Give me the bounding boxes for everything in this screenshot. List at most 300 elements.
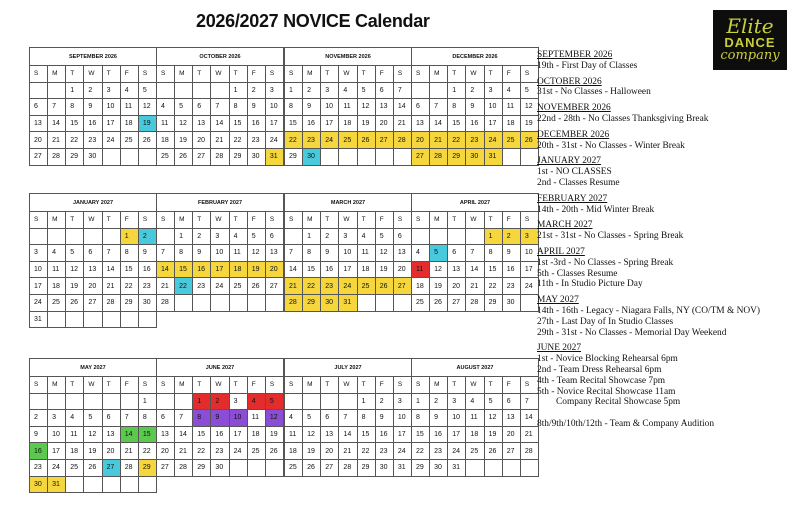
day-cell: 17: [229, 426, 247, 443]
weekday-label: F: [375, 377, 393, 394]
day-cell: 16: [303, 115, 321, 132]
day-cell: 18: [66, 443, 84, 460]
day-cell: 28: [285, 294, 303, 311]
day-cell: 17: [484, 115, 502, 132]
weekday-label: T: [193, 212, 211, 229]
day-cell: 23: [303, 132, 321, 149]
day-cell: [211, 82, 229, 99]
day-cell: 8: [357, 410, 375, 427]
event-month-header: FEBRUARY 2027: [537, 193, 608, 204]
day-cell: 12: [138, 99, 156, 116]
day-cell: [520, 148, 538, 165]
month-calendar: [411, 193, 539, 312]
day-cell: [321, 148, 339, 165]
day-cell: 13: [84, 261, 102, 278]
day-cell: 9: [211, 410, 229, 427]
day-cell: [321, 393, 339, 410]
weekday-label: S: [30, 66, 48, 83]
event-line: 1st - NO CLASSES: [537, 167, 612, 178]
day-cell: 14: [520, 410, 538, 427]
day-cell: 28: [102, 294, 120, 311]
day-cell: 2: [247, 82, 265, 99]
day-cell: 18: [466, 426, 484, 443]
day-cell: 13: [157, 426, 175, 443]
month-title: DECEMBER 2026: [411, 47, 539, 65]
day-cell: 16: [430, 426, 448, 443]
day-cell: 27: [265, 278, 283, 295]
day-cell: 15: [357, 426, 375, 443]
day-cell: [84, 476, 102, 493]
day-cell: 5: [138, 82, 156, 99]
day-cell: 19: [303, 443, 321, 460]
day-cell: 3: [229, 393, 247, 410]
weekday-label: T: [229, 377, 247, 394]
day-cell: 8: [303, 245, 321, 262]
day-cell: 12: [265, 410, 283, 427]
day-cell: 11: [120, 99, 138, 116]
day-cell: [430, 228, 448, 245]
weekday-label: W: [211, 66, 229, 83]
day-cell: 15: [448, 115, 466, 132]
day-cell: 1: [175, 228, 193, 245]
day-cell: 22: [285, 132, 303, 149]
day-cell: 15: [285, 115, 303, 132]
weekday-label: S: [520, 212, 538, 229]
day-cell: 27: [412, 148, 430, 165]
day-cell: [102, 393, 120, 410]
day-cell: 19: [357, 115, 375, 132]
weekday-label: T: [357, 66, 375, 83]
day-cell: 17: [48, 443, 66, 460]
day-cell: 23: [211, 443, 229, 460]
day-cell: 21: [48, 132, 66, 149]
day-cell: 20: [448, 278, 466, 295]
day-cell: 21: [466, 278, 484, 295]
day-cell: 2: [211, 393, 229, 410]
day-cell: 6: [321, 410, 339, 427]
day-cell: [102, 311, 120, 328]
day-cell: 16: [466, 115, 484, 132]
weekday-label: F: [247, 66, 265, 83]
weekday-label: M: [303, 66, 321, 83]
day-cell: 14: [339, 426, 357, 443]
day-cell: 28: [48, 148, 66, 165]
day-cell: 17: [321, 115, 339, 132]
day-cell: 8: [120, 245, 138, 262]
day-cell: [393, 294, 411, 311]
day-cell: 20: [265, 261, 283, 278]
day-cell: 3: [30, 245, 48, 262]
day-cell: 9: [138, 245, 156, 262]
day-cell: 3: [484, 82, 502, 99]
day-cell: 24: [229, 443, 247, 460]
day-cell: 29: [66, 148, 84, 165]
day-cell: 13: [30, 115, 48, 132]
day-cell: 21: [285, 278, 303, 295]
day-cell: 9: [321, 245, 339, 262]
day-cell: [229, 459, 247, 476]
event-line: [537, 408, 799, 419]
day-cell: [157, 393, 175, 410]
day-cell: [357, 148, 375, 165]
day-cell: [375, 148, 393, 165]
day-cell: 9: [430, 410, 448, 427]
day-cell: 13: [102, 426, 120, 443]
day-cell: [48, 82, 66, 99]
day-cell: 10: [229, 410, 247, 427]
day-cell: [66, 476, 84, 493]
event-month-header: SEPTEMBER 2026: [537, 50, 613, 60]
day-cell: 18: [339, 115, 357, 132]
day-cell: 12: [175, 115, 193, 132]
day-cell: 2: [466, 82, 484, 99]
day-cell: 8: [448, 99, 466, 116]
event-line: 5th - Classes Resume: [537, 268, 618, 279]
weekday-label: M: [175, 377, 193, 394]
day-cell: 27: [193, 148, 211, 165]
month-title: JANUARY 2027: [29, 193, 157, 211]
day-cell: 19: [265, 426, 283, 443]
day-cell: 27: [502, 443, 520, 460]
day-cell: 14: [430, 115, 448, 132]
day-cell: 20: [84, 278, 102, 295]
day-cell: 19: [520, 115, 538, 132]
day-cell: [120, 148, 138, 165]
day-cell: 22: [412, 443, 430, 460]
day-cell: 14: [102, 261, 120, 278]
day-cell: 9: [303, 99, 321, 116]
day-cell: 1: [285, 82, 303, 99]
event-line: 8th/9th/10th/12th - Team & Company Audition: [537, 418, 715, 429]
day-cell: 1: [66, 82, 84, 99]
day-cell: 9: [247, 99, 265, 116]
day-cell: 27: [102, 459, 120, 476]
day-cell: 20: [321, 443, 339, 460]
event-line: Company Recital Showcase 5pm: [556, 397, 681, 408]
month-title: MARCH 2027: [284, 193, 412, 211]
weekday-label: T: [448, 212, 466, 229]
event-month-header: MARCH 2027: [537, 220, 593, 231]
day-cell: 12: [520, 99, 538, 116]
day-cell: 27: [393, 278, 411, 295]
day-cell: 19: [484, 426, 502, 443]
day-cell: [66, 393, 84, 410]
event-line: 11th - In Studio Picture Day: [537, 279, 643, 290]
day-cell: 4: [502, 82, 520, 99]
day-cell: 7: [211, 99, 229, 116]
event-month-header: NOVEMBER 2026: [537, 103, 611, 114]
weekday-label: W: [211, 377, 229, 394]
day-cell: [502, 148, 520, 165]
event-line: 5th - Novice Recital Showcase 11am: [537, 386, 676, 397]
page-title: 2026/2027 NOVICE Calendar: [196, 11, 430, 31]
month-calendar: [284, 193, 412, 312]
day-cell: [265, 294, 283, 311]
day-cell: 22: [484, 278, 502, 295]
weekday-label: W: [84, 377, 102, 394]
day-cell: 15: [138, 426, 156, 443]
day-cell: 27: [84, 294, 102, 311]
events-list: [537, 50, 799, 435]
day-cell: 17: [393, 426, 411, 443]
day-cell: 9: [84, 99, 102, 116]
weekday-label: M: [303, 377, 321, 394]
day-cell: 6: [375, 82, 393, 99]
day-cell: 30: [466, 148, 484, 165]
day-cell: 16: [321, 261, 339, 278]
day-cell: 23: [375, 443, 393, 460]
day-cell: 5: [247, 228, 265, 245]
weekday-label: F: [120, 66, 138, 83]
day-cell: 18: [157, 132, 175, 149]
day-cell: 14: [285, 261, 303, 278]
event-section: [537, 194, 799, 216]
day-cell: 31: [448, 459, 466, 476]
day-cell: [175, 393, 193, 410]
day-cell: 21: [393, 115, 411, 132]
day-cell: 30: [211, 459, 229, 476]
day-cell: [285, 228, 303, 245]
day-cell: 14: [211, 115, 229, 132]
weekday-label: T: [321, 212, 339, 229]
day-cell: 7: [48, 99, 66, 116]
day-cell: 18: [120, 115, 138, 132]
day-cell: [157, 228, 175, 245]
day-cell: 2: [430, 393, 448, 410]
day-cell: 5: [430, 245, 448, 262]
day-cell: [375, 294, 393, 311]
weekday-label: M: [48, 66, 66, 83]
day-cell: 7: [393, 82, 411, 99]
day-cell: 16: [247, 115, 265, 132]
day-cell: 25: [66, 459, 84, 476]
weekday-label: S: [393, 212, 411, 229]
day-cell: 25: [339, 132, 357, 149]
weekday-label: T: [66, 66, 84, 83]
day-cell: [285, 393, 303, 410]
day-cell: 16: [211, 426, 229, 443]
day-cell: 24: [102, 132, 120, 149]
day-cell: [30, 393, 48, 410]
day-cell: 5: [303, 410, 321, 427]
day-cell: 25: [285, 459, 303, 476]
day-cell: 25: [247, 443, 265, 460]
weekday-label: S: [157, 377, 175, 394]
day-cell: 17: [211, 261, 229, 278]
day-cell: [448, 228, 466, 245]
day-cell: 19: [66, 278, 84, 295]
day-cell: 5: [175, 99, 193, 116]
day-cell: 10: [520, 245, 538, 262]
month-title: JULY 2027: [284, 358, 412, 376]
day-cell: 3: [102, 82, 120, 99]
day-cell: 6: [30, 99, 48, 116]
day-cell: 6: [84, 245, 102, 262]
day-cell: 10: [48, 426, 66, 443]
weekday-label: T: [102, 66, 120, 83]
month-calendar: [29, 47, 157, 166]
day-cell: 5: [357, 82, 375, 99]
day-cell: 4: [412, 245, 430, 262]
weekday-label: M: [48, 212, 66, 229]
day-cell: 18: [48, 278, 66, 295]
day-cell: 24: [339, 278, 357, 295]
day-cell: 13: [321, 426, 339, 443]
weekday-label: M: [175, 212, 193, 229]
day-cell: 8: [66, 99, 84, 116]
day-cell: 26: [520, 132, 538, 149]
day-cell: 4: [48, 245, 66, 262]
month-title: APRIL 2027: [411, 193, 539, 211]
event-month-header: JUNE 2027: [537, 343, 582, 354]
day-cell: 1: [484, 228, 502, 245]
day-cell: [138, 311, 156, 328]
day-cell: 13: [265, 245, 283, 262]
day-cell: 18: [229, 261, 247, 278]
day-cell: 28: [466, 294, 484, 311]
day-cell: [357, 294, 375, 311]
day-cell: 19: [138, 115, 156, 132]
event-section: [537, 295, 799, 338]
day-cell: 28: [339, 459, 357, 476]
day-cell: 21: [120, 443, 138, 460]
day-cell: 25: [48, 294, 66, 311]
day-cell: 11: [157, 115, 175, 132]
event-line: 27th - Last Day of In Studio Classes: [537, 316, 674, 327]
day-cell: 18: [357, 261, 375, 278]
day-cell: 10: [265, 99, 283, 116]
day-cell: 26: [357, 132, 375, 149]
day-cell: 20: [30, 132, 48, 149]
day-cell: 31: [484, 148, 502, 165]
weekday-label: M: [175, 66, 193, 83]
day-cell: 28: [520, 443, 538, 460]
day-cell: 17: [520, 261, 538, 278]
day-cell: 29: [357, 459, 375, 476]
day-cell: 28: [393, 132, 411, 149]
day-cell: [193, 294, 211, 311]
day-cell: 16: [502, 261, 520, 278]
day-cell: 12: [303, 426, 321, 443]
day-cell: [66, 228, 84, 245]
day-cell: 24: [265, 132, 283, 149]
day-cell: 24: [484, 132, 502, 149]
event-month-header: DECEMBER 2026: [537, 129, 610, 140]
month-calendar: [284, 47, 412, 166]
weekday-label: T: [66, 212, 84, 229]
weekday-label: W: [339, 377, 357, 394]
weekday-label: S: [412, 212, 430, 229]
month-calendar: [156, 193, 284, 312]
day-cell: 2: [138, 228, 156, 245]
day-cell: 15: [484, 261, 502, 278]
day-cell: 6: [502, 393, 520, 410]
weekday-label: T: [448, 377, 466, 394]
day-cell: 1: [448, 82, 466, 99]
month-calendar: [411, 47, 539, 166]
day-cell: 29: [448, 148, 466, 165]
weekday-label: S: [520, 66, 538, 83]
month-title: MAY 2027: [29, 358, 157, 376]
day-cell: 30: [247, 148, 265, 165]
day-cell: 15: [303, 261, 321, 278]
day-cell: 26: [84, 459, 102, 476]
day-cell: 31: [265, 148, 283, 165]
day-cell: [48, 393, 66, 410]
day-cell: 24: [48, 459, 66, 476]
event-line: 21st - 31st - No Classes - Spring Break: [537, 231, 684, 242]
day-cell: 23: [502, 278, 520, 295]
day-cell: 5: [265, 393, 283, 410]
weekday-label: M: [430, 212, 448, 229]
day-cell: 24: [321, 132, 339, 149]
day-cell: 21: [339, 443, 357, 460]
weekday-label: S: [30, 377, 48, 394]
day-cell: 3: [393, 393, 411, 410]
day-cell: 19: [175, 132, 193, 149]
day-cell: 7: [102, 245, 120, 262]
day-cell: [229, 294, 247, 311]
day-cell: 18: [412, 278, 430, 295]
day-cell: 4: [157, 99, 175, 116]
day-cell: 4: [339, 82, 357, 99]
weekday-label: W: [211, 212, 229, 229]
month-calendar: [29, 358, 157, 493]
day-cell: 15: [229, 115, 247, 132]
day-cell: 2: [193, 228, 211, 245]
weekday-label: S: [265, 377, 283, 394]
day-cell: 1: [193, 393, 211, 410]
day-cell: 16: [193, 261, 211, 278]
weekday-label: T: [484, 66, 502, 83]
day-cell: 7: [120, 410, 138, 427]
weekday-label: F: [120, 212, 138, 229]
event-section: [537, 130, 799, 152]
month-title: JUNE 2027: [156, 358, 284, 376]
day-cell: 20: [393, 261, 411, 278]
day-cell: 20: [157, 443, 175, 460]
day-cell: 11: [339, 99, 357, 116]
weekday-label: S: [30, 212, 48, 229]
day-cell: 28: [430, 148, 448, 165]
day-cell: 3: [339, 228, 357, 245]
day-cell: [339, 148, 357, 165]
month-calendar: [156, 358, 284, 477]
day-cell: 28: [211, 148, 229, 165]
day-cell: 4: [120, 82, 138, 99]
day-cell: 20: [102, 443, 120, 460]
day-cell: 1: [120, 228, 138, 245]
event-section: [537, 343, 799, 429]
day-cell: 10: [102, 99, 120, 116]
event-line: 2nd - Team Dress Rehearsal 6pm: [537, 364, 662, 375]
day-cell: 31: [48, 476, 66, 493]
day-cell: 20: [502, 426, 520, 443]
day-cell: 29: [193, 459, 211, 476]
day-cell: [175, 82, 193, 99]
event-section: [537, 77, 799, 99]
day-cell: 29: [285, 148, 303, 165]
day-cell: 6: [265, 228, 283, 245]
day-cell: 25: [466, 443, 484, 460]
event-line: 22nd - 28th - No Classes Thanksgiving Break: [537, 113, 709, 124]
month-title: AUGUST 2027: [411, 358, 539, 376]
weekday-label: T: [321, 66, 339, 83]
weekday-label: F: [502, 66, 520, 83]
day-cell: 11: [412, 261, 430, 278]
day-cell: 16: [138, 261, 156, 278]
day-cell: 21: [430, 132, 448, 149]
